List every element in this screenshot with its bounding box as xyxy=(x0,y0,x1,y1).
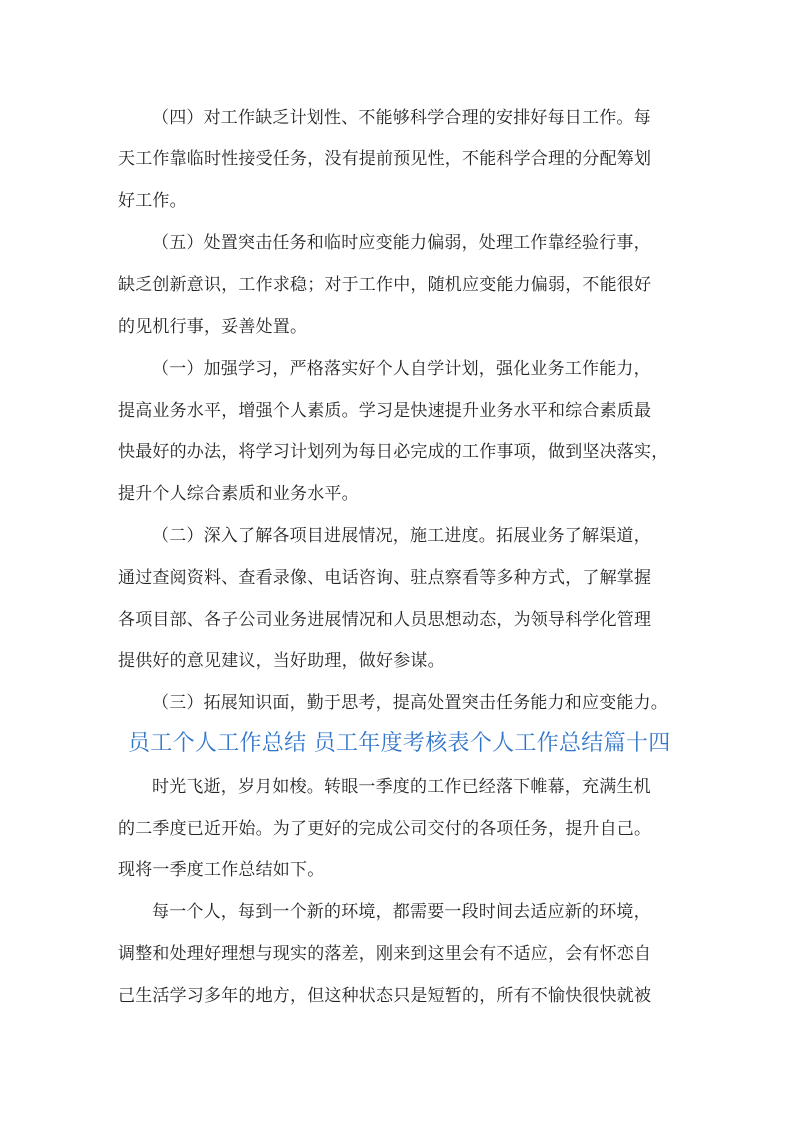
paragraph-line: 通过查阅资料、查看录像、电话咨询、驻点察看等多种方式，了解掌握 xyxy=(118,568,652,588)
paragraph-line: 的二季度已近开始。为了更好的完成公司交付的各项任务，提升自己。 xyxy=(118,819,652,839)
paragraph-line: （三）拓展知识面，勤于思考，提高处置突击任务能力和应变能力。 xyxy=(152,693,668,713)
paragraph-line: 天工作靠临时性接受任务，没有提前预见性，不能科学合理的分配筹划 xyxy=(118,149,652,169)
paragraph-line: 调整和处理好理想与现实的落差，刚来到这里会有不适应，会有怀恋自 xyxy=(118,944,652,964)
paragraph-line: 各项目部、各子公司业务进展情况和人员思想动态，为领导科学化管理 xyxy=(118,610,652,630)
paragraph-line: （四）对工作缺乏计划性、不能够科学合理的安排好每日工作。每 xyxy=(152,108,651,128)
paragraph-line: 缺乏创新意识，工作求稳；对于工作中，随机应变能力偏弱，不能很好 xyxy=(118,275,652,295)
paragraph-line: 提高业务水平，增强个人素质。学习是快速提升业务水平和综合素质最 xyxy=(118,401,652,421)
paragraph-line: （一）加强学习，严格落实好个人自学计划，强化业务工作能力， xyxy=(152,359,651,379)
paragraph-line: （五）处置突击任务和临时应变能力偏弱，处理工作靠经验行事， xyxy=(152,233,651,253)
paragraph-line: 现将一季度工作总结如下。 xyxy=(118,860,325,880)
paragraph-line: 好工作。 xyxy=(118,191,187,211)
paragraph-line: （二）深入了解各项目进展情况，施工进度。拓展业务了解渠道， xyxy=(152,526,651,546)
paragraph-line: 的见机行事，妥善处置。 xyxy=(118,317,308,337)
paragraph-line: 快最好的办法，将学习计划列为每日必完成的工作事项，做到坚决落实， xyxy=(118,442,669,462)
section-heading: 员工个人工作总结 员工年度考核表个人工作总结篇十四 xyxy=(128,731,671,756)
paragraph-line: 提升个人综合素质和业务水平。 xyxy=(118,484,359,504)
paragraph-line: 时光飞逝，岁月如梭。转眼一季度的工作已经落下帷幕，充满生机 xyxy=(152,777,651,797)
paragraph-line: 每一个人，每到一个新的环境，都需要一段时间去适应新的环境， xyxy=(152,902,651,922)
paragraph-line: 己生活学习多年的地方，但这种状态只是短暂的，所有不愉快很快就被 xyxy=(118,986,652,1006)
paragraph-line: 提供好的意见建议，当好助理，做好参谋。 xyxy=(118,651,445,671)
